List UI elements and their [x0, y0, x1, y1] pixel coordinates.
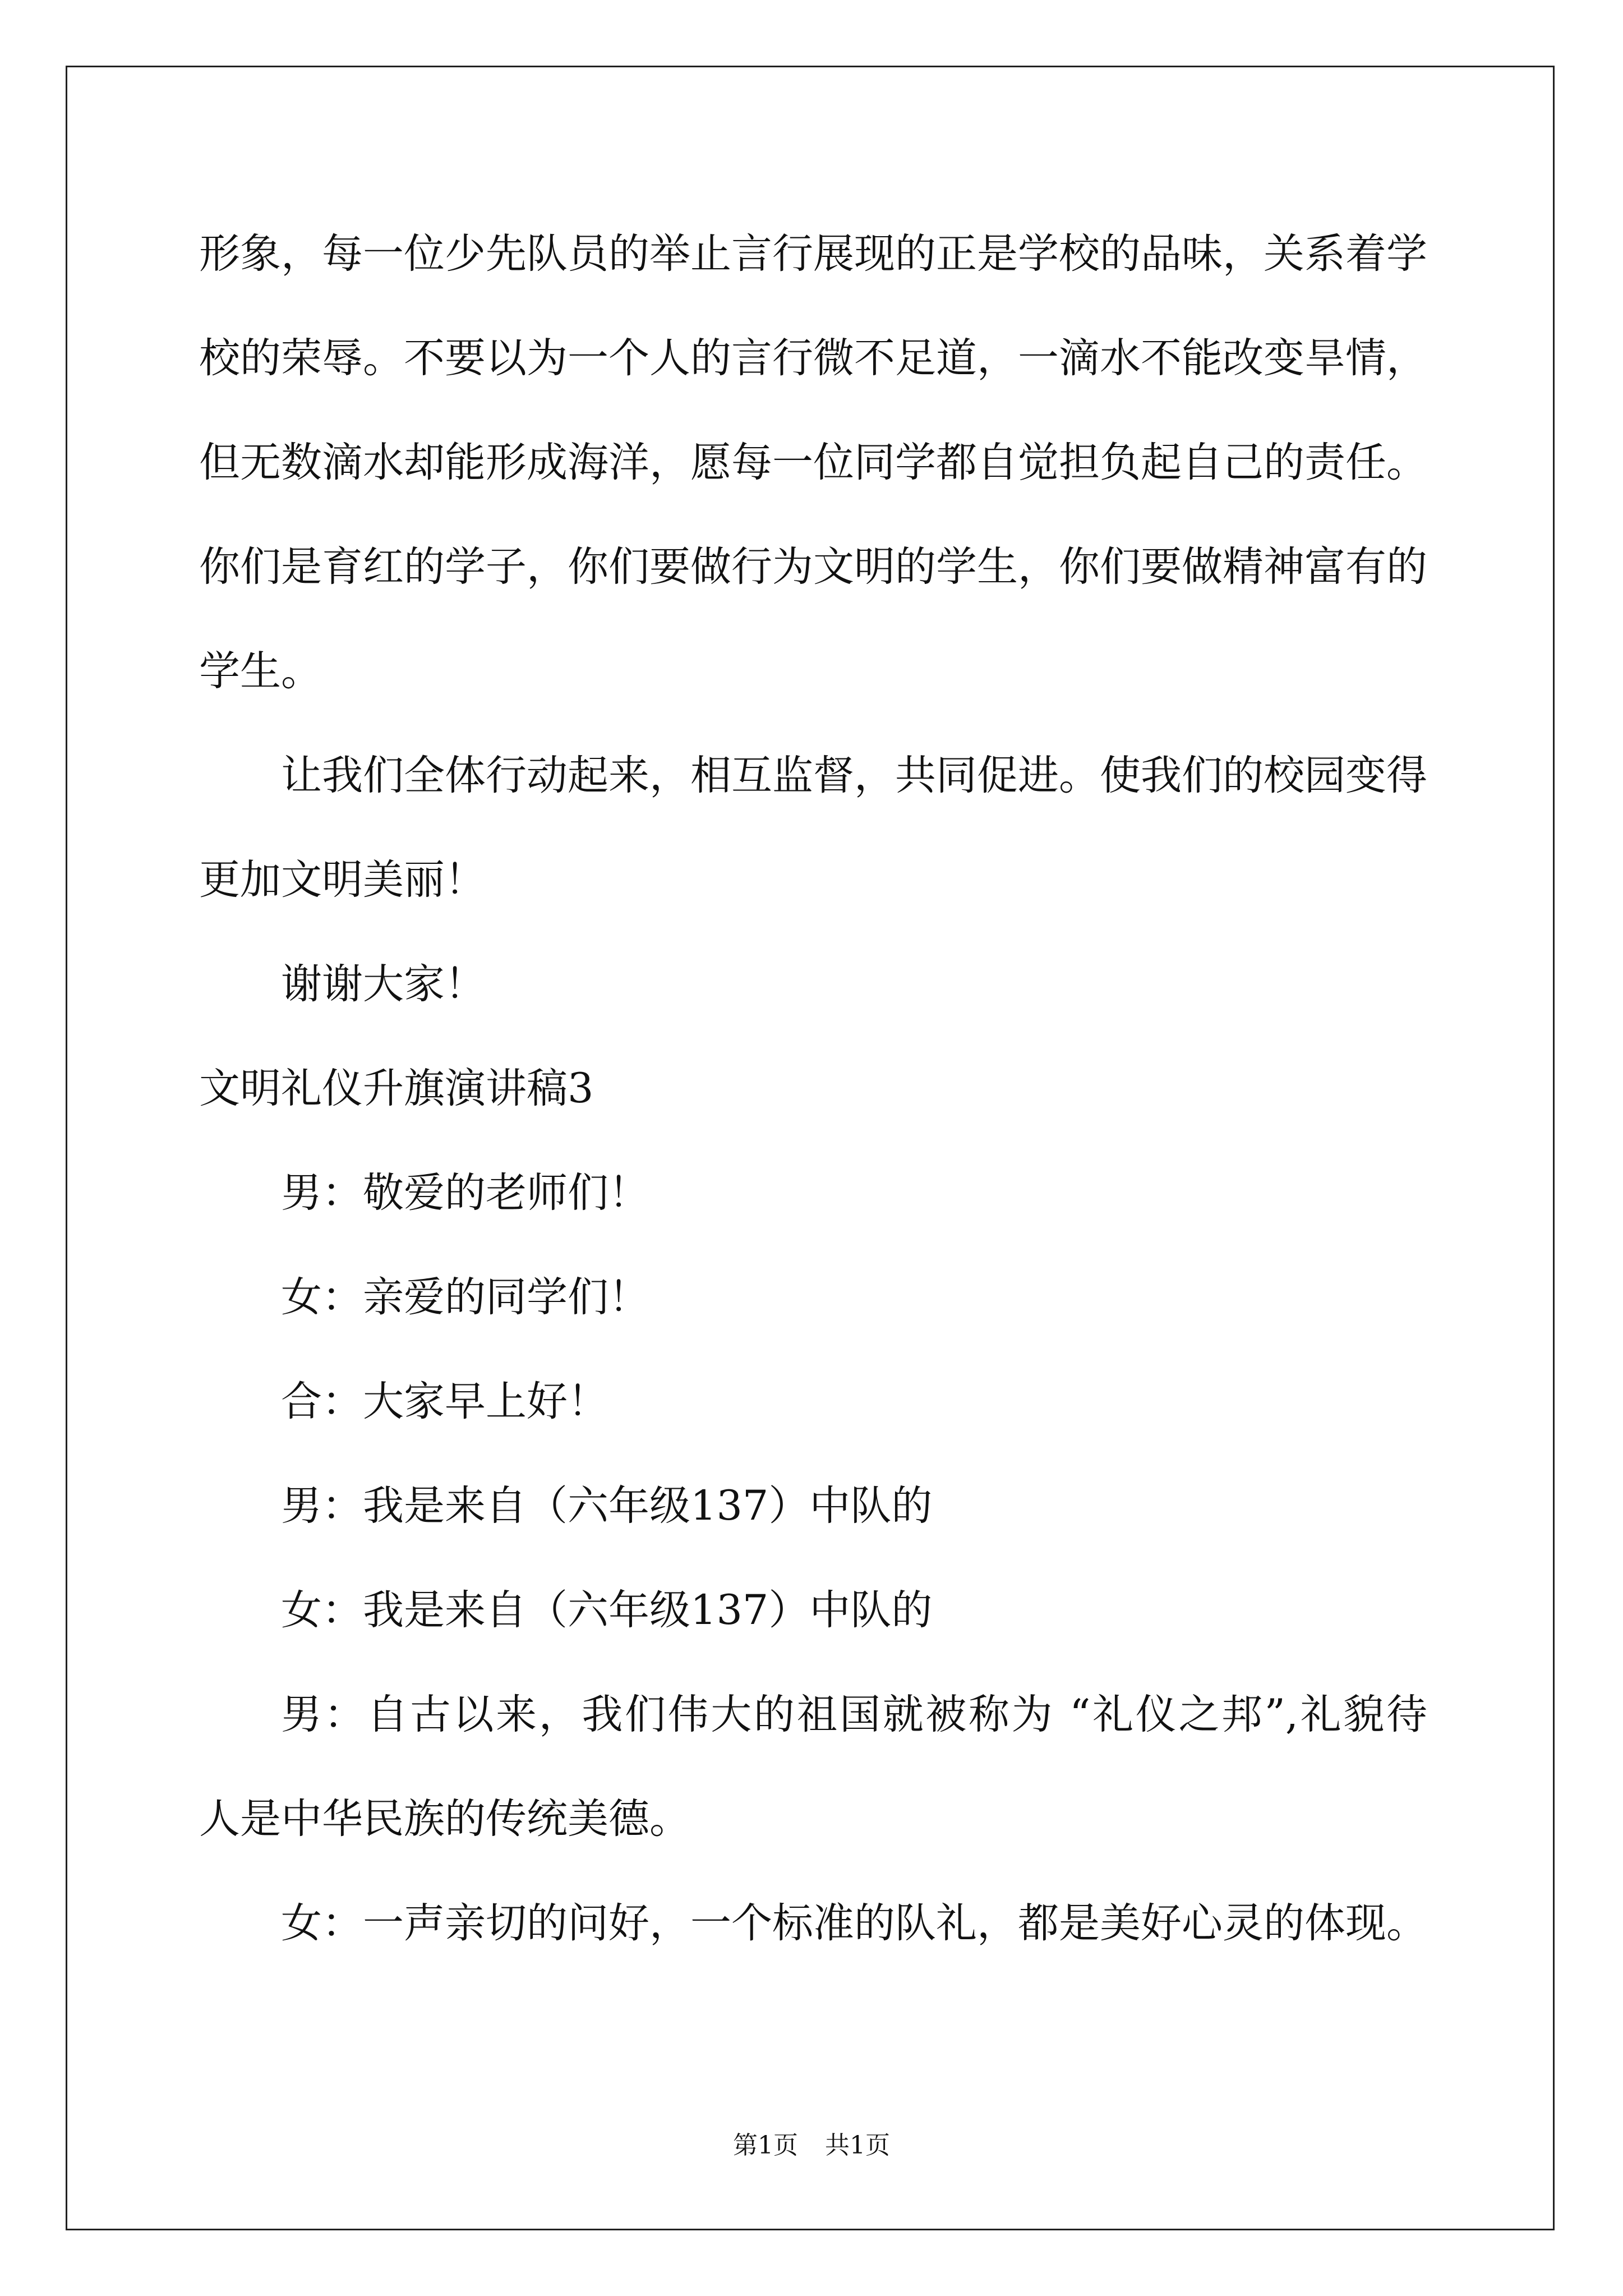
paragraph-line: 让我们全体行动起来，相互监督，共同促进。使我们的校园变得 [281, 752, 1427, 799]
dialogue-line: 女：亲爱的同学们！ [281, 1273, 649, 1321]
dialogue-line: 女：我是来自（六年级137）中队的 [281, 1586, 933, 1634]
paragraph-line: 形象，每一位少先队员的举止言行展现的正是学校的品味，关系着学 [199, 230, 1427, 278]
paragraph-line: 你们是育红的学子，你们要做行为文明的学生，你们要做精神富有的 [199, 543, 1427, 591]
page-total: 共1页 [825, 2131, 890, 2160]
paragraph-line: 学生。 [199, 647, 322, 695]
page-number: 第1页 [733, 2131, 798, 2160]
dialogue-line: 男：自古以来，我们伟大的祖国就被称为 “礼仪之邦”,礼貌待 [281, 1691, 1427, 1738]
dialogue-line: 人是中华民族的传统美德。 [199, 1795, 690, 1843]
paragraph-line: 但无数滴水却能形成海洋，愿每一位同学都自觉担负起自己的责任。 [199, 439, 1427, 486]
paragraph-line: 校的荣辱。不要以为一个人的言行微不足道，一滴水不能改变旱情， [199, 334, 1427, 382]
dialogue-line: 合：大家早上好！ [281, 1378, 608, 1425]
section-title: 文明礼仪升旗演讲稿3 [199, 1065, 594, 1112]
page-footer [0, 2129, 1623, 2162]
dialogue-line: 女：一声亲切的问好，一个标准的队礼，都是美好心灵的体现。 [281, 1899, 1427, 1947]
dialogue-line: 男：我是来自（六年级137）中队的 [281, 1482, 933, 1530]
paragraph-line: 谢谢大家！ [281, 960, 486, 1008]
dialogue-line: 男：敬爱的老师们！ [281, 1169, 649, 1217]
document-body [199, 202, 1427, 1976]
paragraph-line: 更加文明美丽！ [199, 856, 486, 904]
